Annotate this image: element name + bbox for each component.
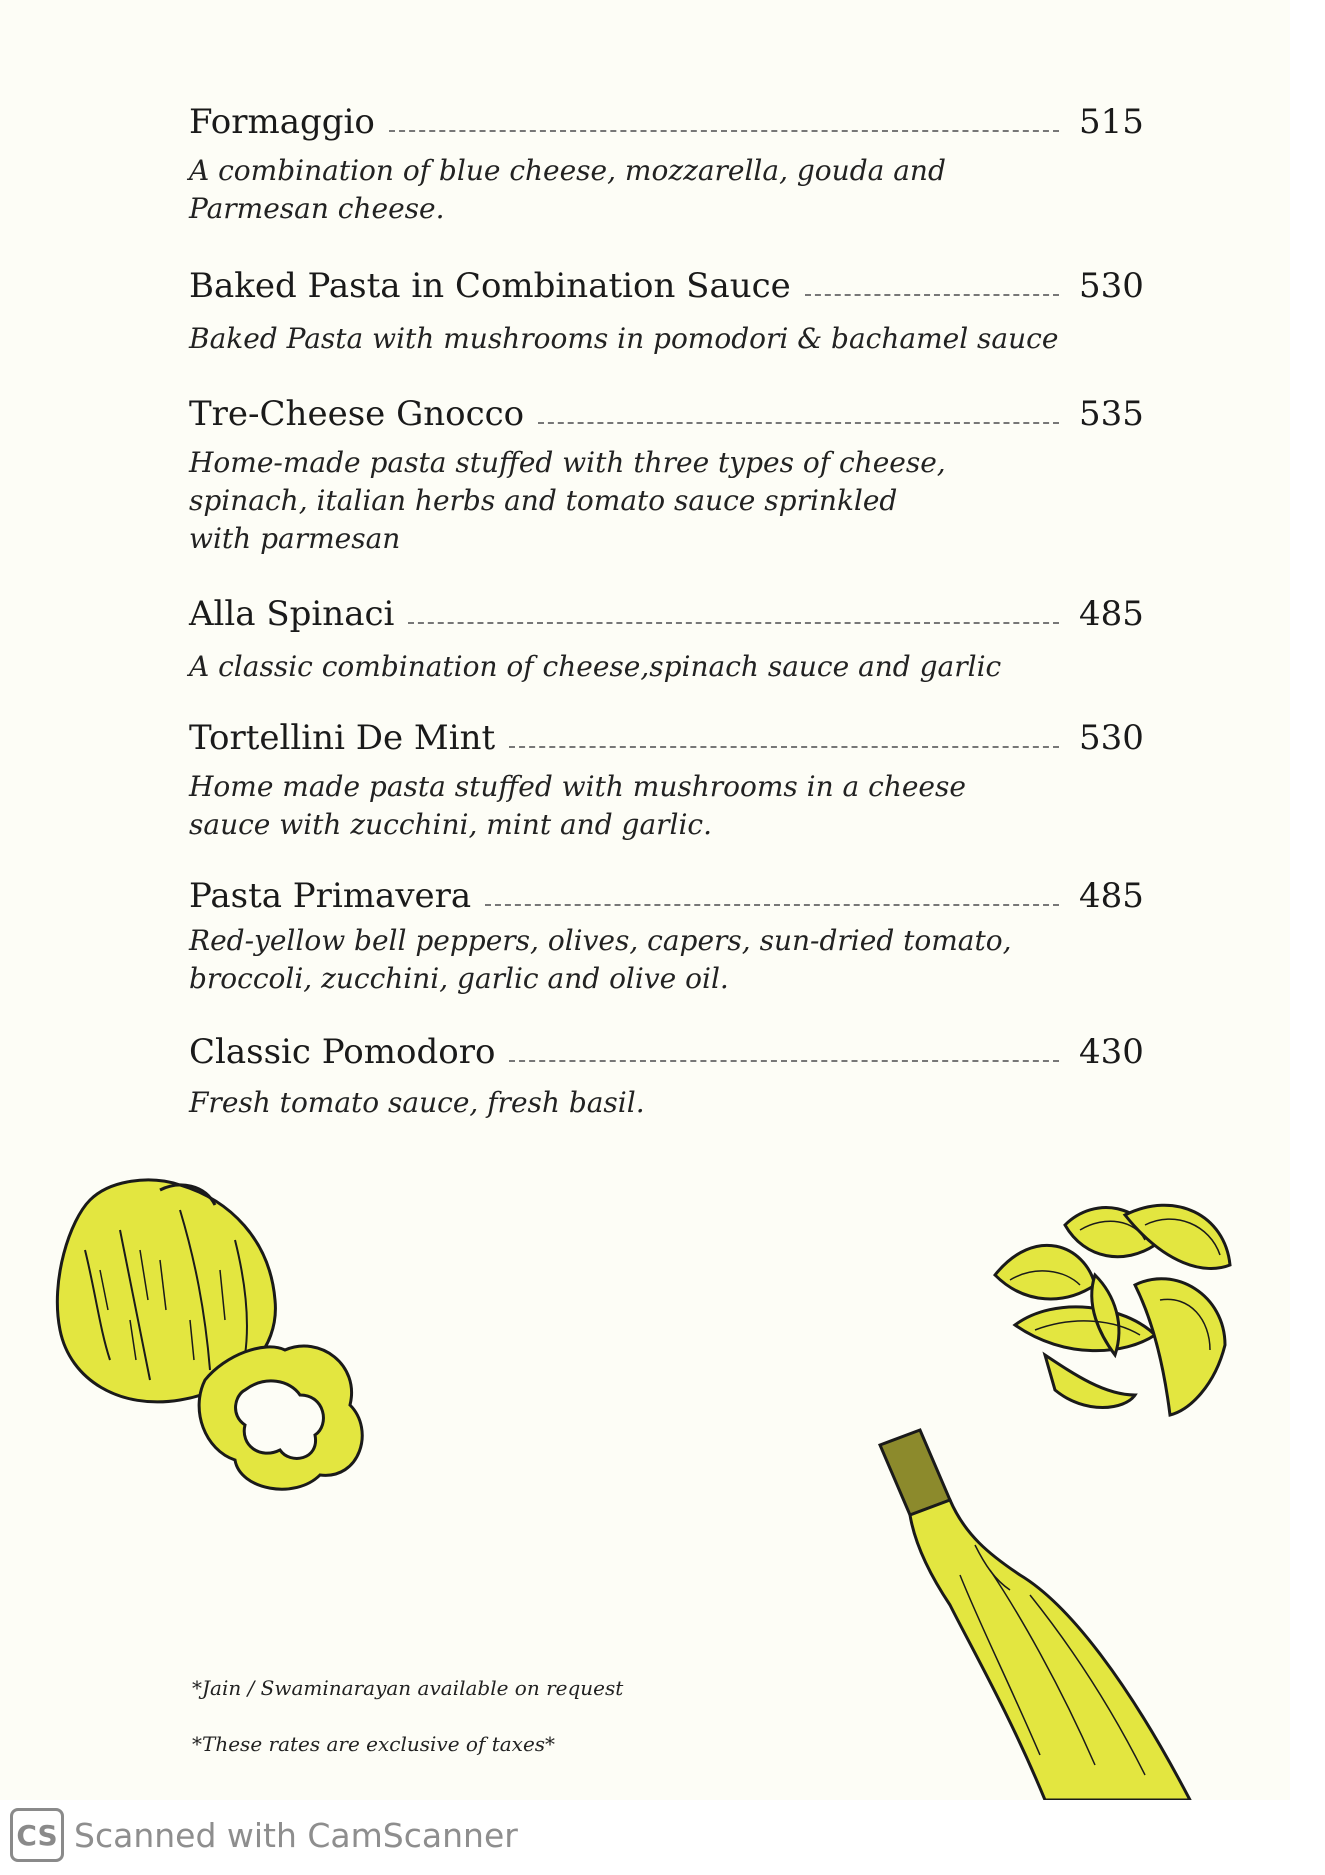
dotted-leader (389, 130, 1059, 132)
menu-item-header (189, 866, 1144, 916)
menu-item-name: Pasta Primavera (189, 876, 472, 916)
menu-item-description (189, 768, 1139, 844)
menu-item-description (189, 152, 1139, 228)
menu-item-description (189, 922, 1139, 998)
menu-item-name: Tortellini De Mint (189, 718, 496, 758)
dotted-leader (485, 904, 1059, 906)
menu-item-price: 485 (1079, 876, 1144, 916)
menu-item (189, 584, 1144, 686)
footnotes (192, 1676, 623, 1788)
jain-note: *Jain / Swaminarayan available on request (192, 1676, 624, 1700)
description-line: Home-made pasta stuffed with three types of cheese, (189, 446, 946, 479)
menu-item-description (189, 648, 1139, 686)
menu-item-name: Tre-Cheese Gnocco (189, 394, 525, 434)
dotted-leader (509, 746, 1059, 748)
description-line: Parmesan cheese. (189, 192, 445, 225)
menu-item (189, 92, 1144, 228)
camscanner-watermark (10, 1808, 518, 1862)
description-line: spinach, italian herbs and tomato sauce sprinkled (189, 484, 898, 517)
bell-pepper-icon (30, 1160, 370, 1500)
pasta-icon (975, 1185, 1255, 1435)
menu-item (189, 384, 1144, 558)
menu-item (189, 866, 1144, 998)
dotted-leader (509, 1060, 1059, 1062)
menu-item-price: 530 (1079, 266, 1144, 306)
menu-item-price: 530 (1079, 718, 1144, 758)
description-line: Red-yellow bell peppers, olives, capers, sun-dried tomato, (189, 924, 1012, 957)
menu-item-name: Baked Pasta in Combination Sauce (189, 266, 791, 306)
menu-item-price: 485 (1079, 594, 1144, 634)
menu-list (189, 92, 1144, 1122)
description-line: sauce with zucchini, mint and garlic. (189, 808, 713, 841)
menu-item-description (189, 320, 1139, 358)
camscanner-logo-icon: CS (10, 1808, 64, 1862)
menu-item-header (189, 384, 1144, 434)
menu-item-name: Formaggio (189, 102, 375, 142)
menu-item-price: 515 (1079, 102, 1144, 142)
dotted-leader (805, 294, 1059, 296)
description-line: Home made pasta stuffed with mushrooms in a cheese (189, 770, 966, 803)
menu-item-header (189, 256, 1144, 306)
description-line: A combination of blue cheese, mozzarella, gouda and (189, 154, 946, 187)
description-line: Baked Pasta with mushrooms in pomodori & bachamel sauce (189, 322, 1059, 355)
menu-item-name: Alla Spinaci (189, 594, 395, 634)
tax-note: *These rates are exclusive of taxes* (192, 1732, 556, 1756)
description-line: A classic combination of cheese,spinach sauce and garlic (189, 650, 1002, 683)
menu-item-header (189, 584, 1144, 634)
menu-item-header (189, 1022, 1144, 1072)
menu-item-name: Classic Pomodoro (189, 1032, 496, 1072)
description-line: with parmesan (189, 522, 401, 555)
menu-item-header (189, 92, 1144, 142)
dotted-leader (408, 622, 1059, 624)
menu-item-description (189, 444, 1139, 558)
menu-item-price: 535 (1079, 394, 1144, 434)
menu-item (189, 1022, 1144, 1122)
wine-bottle-icon (870, 1425, 1210, 1800)
description-line: broccoli, zucchini, garlic and olive oil. (189, 962, 729, 995)
menu-item-description (189, 1084, 1139, 1122)
menu-item-header (189, 708, 1144, 758)
menu-item-price: 430 (1079, 1032, 1144, 1072)
dotted-leader (538, 422, 1059, 424)
description-line: Fresh tomato sauce, fresh basil. (189, 1086, 645, 1119)
menu-item (189, 256, 1144, 358)
watermark-text: Scanned with CamScanner (74, 1815, 518, 1855)
menu-item (189, 708, 1144, 844)
